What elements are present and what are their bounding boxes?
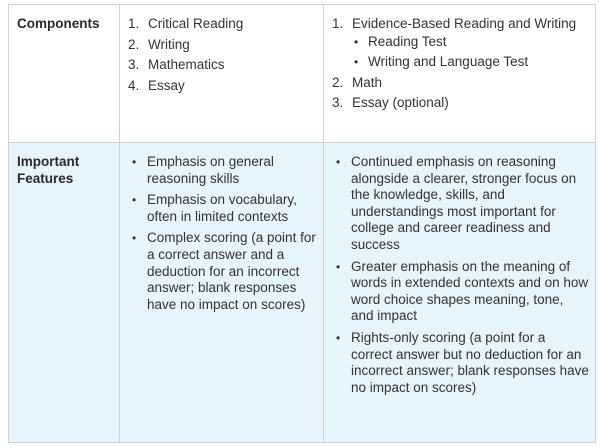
features-row <box>9 143 596 443</box>
new-sat-components-list <box>332 16 589 112</box>
components-row <box>9 5 596 143</box>
list-item: • Greater emphasis on the meaning of words in extended contexts and on how word choice shapes meaning, tone, and impact <box>336 258 589 324</box>
list-item: 2. Math <box>332 74 383 90</box>
list-item: • Continued emphasis on reasoning alongside a clearer, stronger focus on the knowledge, skills, and understandings most important for college and career readiness and success <box>336 154 577 252</box>
list-item: • Writing and Language Test <box>354 54 529 70</box>
old-sat-features-list <box>128 154 317 313</box>
new-sat-features-list <box>332 154 589 396</box>
list-item: 1. Critical Reading <box>128 16 244 31</box>
list-item: 3. Essay (optional) <box>332 95 449 111</box>
list-item: • Complex scoring (a point for a correct answer and a deduction for an incorrect answer; blank responses have no impact on scores) <box>132 230 316 312</box>
list-item: 4. Essay <box>128 77 185 93</box>
new-sat-components-cell <box>324 5 596 143</box>
old-sat-components-cell <box>120 5 324 143</box>
list-item: 1. Evidence-Based Reading and Writing • Reading Test • Writing and Language Test <box>332 16 589 71</box>
list-item: • Rights-only scoring (a point for a correct answer but no deduction for an incorrect answer; blank responses have no impact on scores) <box>336 329 589 395</box>
new-sat-features-cell <box>324 143 596 443</box>
list-item: • Emphasis on general reasoning skills <box>132 154 274 186</box>
old-sat-features-cell <box>120 143 324 443</box>
reading-writing-sublist <box>352 34 589 71</box>
list-item: • Reading Test <box>354 33 447 49</box>
features-header: Important Features <box>9 143 120 443</box>
list-item: 2. Writing <box>128 36 190 52</box>
list-item: 3. Mathematics <box>128 57 225 73</box>
list-item: • Emphasis on vocabulary, often in limited contexts <box>132 192 297 224</box>
old-sat-components-list <box>128 16 317 94</box>
components-header: Components <box>9 5 120 143</box>
sat-comparison-table <box>8 4 596 443</box>
